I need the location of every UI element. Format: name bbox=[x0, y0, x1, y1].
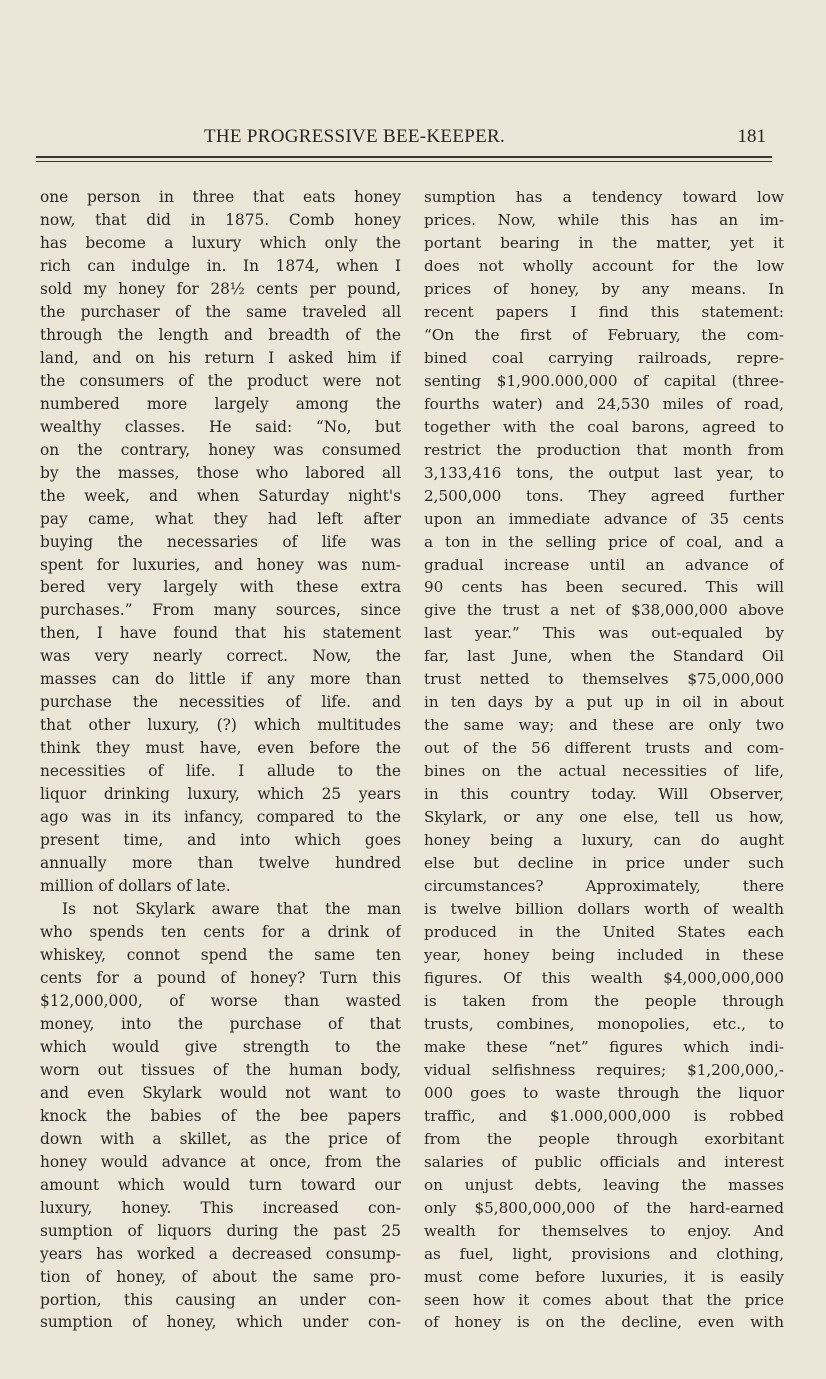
text-line: ago was in its infancy, compared to the bbox=[40, 808, 401, 827]
text-line: far, last June, when the Standard Oil bbox=[424, 647, 784, 666]
text-line: numbered more largely among the bbox=[40, 394, 401, 413]
text-line: amount which would turn toward our bbox=[40, 1175, 401, 1194]
text-line: the week, and when Saturday night's bbox=[40, 486, 401, 505]
text-line: gradual increase until an advance of bbox=[424, 555, 784, 574]
text-line: recent papers I find this statement: bbox=[424, 302, 784, 321]
text-line: the purchaser of the same traveled all bbox=[40, 302, 401, 321]
text-line: fourths water) and 24,530 miles of road, bbox=[424, 394, 784, 413]
text-line: in this country today. Will Observer, bbox=[424, 785, 784, 804]
text-line: buying the necessaries of life was bbox=[40, 532, 401, 551]
text-line: the consumers of the product were not bbox=[40, 371, 401, 390]
text-line: honey would advance at once, from the bbox=[40, 1152, 401, 1171]
text-line: was very nearly correct. Now, the bbox=[40, 647, 401, 666]
text-line: trust netted to themselves $75,000,000 bbox=[424, 670, 784, 689]
text-line: does not wholly account for the low bbox=[424, 256, 784, 275]
text-line: years has worked a decreased consump- bbox=[40, 1244, 401, 1263]
text-line: restrict the production that month from bbox=[424, 440, 784, 459]
left-column bbox=[40, 186, 401, 1334]
text-line: 3,133,416 tons, the output last year, to bbox=[424, 463, 784, 482]
header-rule-thick bbox=[36, 156, 772, 158]
text-line: circumstances? Approximately, there bbox=[424, 877, 784, 896]
text-line: money, into the purchase of that bbox=[40, 1014, 401, 1033]
text-line: has become a luxury which only the bbox=[40, 233, 401, 252]
text-line: on unjust debts, leaving the masses bbox=[424, 1175, 784, 1194]
text-line: out of the 56 different trusts and com- bbox=[424, 739, 784, 758]
text-line: else but decline in price under such bbox=[424, 854, 784, 873]
text-line: which would give strength to the bbox=[40, 1037, 401, 1056]
text-line: honey being a luxury, can do aught bbox=[424, 831, 784, 850]
text-line: from the people through exorbitant bbox=[424, 1129, 784, 1148]
text-line: the same way; and these are only two bbox=[424, 716, 784, 735]
text-line: spent for luxuries, and honey was num- bbox=[40, 555, 401, 574]
text-line: land, and on his return I asked him if bbox=[40, 348, 401, 367]
text-line: give the trust a net of $38,000,000 above bbox=[424, 601, 784, 620]
text-line: year, honey being included in these bbox=[424, 945, 784, 964]
text-line: now, that did in 1875. Comb honey bbox=[40, 210, 401, 229]
text-line: tion of honey, of about the same pro- bbox=[40, 1267, 401, 1286]
text-line: last year.” This was out-equaled by bbox=[424, 624, 784, 643]
text-line: seen how it comes about that the price bbox=[424, 1290, 784, 1309]
text-line: Skylark, or any one else, tell us how, bbox=[424, 808, 784, 827]
text-line: necessities of life. I allude to the bbox=[40, 762, 401, 781]
text-line: “On the first of February, the com- bbox=[424, 325, 784, 344]
text-line: then, I have found that his statement bbox=[40, 624, 401, 643]
text-line: a ton in the selling price of coal, and a bbox=[424, 532, 784, 551]
text-line: traffic, and $1.000,000,000 is robbed bbox=[424, 1106, 784, 1125]
text-line: liquor drinking luxury, which 25 years bbox=[40, 785, 401, 804]
page-number: 181 bbox=[737, 126, 766, 147]
running-title: THE PROGRESSIVE BEE-KEEPER. bbox=[204, 126, 506, 147]
text-line: is taken from the people through bbox=[424, 991, 784, 1010]
text-line: who spends ten cents for a drink of bbox=[40, 923, 401, 941]
text-line: must come before luxuries, it is easily bbox=[424, 1267, 784, 1286]
text-line: annually more than twelve hundred bbox=[40, 854, 401, 873]
page-header bbox=[36, 126, 772, 150]
text-line: bines on the actual necessities of life, bbox=[424, 762, 784, 781]
text-line: 000 goes to waste through the liquor bbox=[424, 1083, 784, 1102]
text-line: Is not Skylark aware that the man bbox=[62, 900, 401, 919]
text-line: make these “net” figures which indi- bbox=[424, 1037, 784, 1056]
text-line: knock the babies of the bee papers bbox=[40, 1106, 401, 1125]
text-line: think they must have, even before the bbox=[40, 739, 401, 758]
text-line: on the contrary, honey was consumed bbox=[40, 440, 401, 459]
text-line: purchase the necessities of life. and bbox=[40, 693, 401, 712]
text-line: is twelve billion dollars worth of wealth bbox=[424, 900, 784, 919]
text-line: figures. Of this wealth $4,000,000,000 bbox=[424, 968, 784, 987]
text-line: senting $1,900.000,000 of capital (three- bbox=[424, 371, 784, 390]
text-line: sumption of honey, which under con- bbox=[40, 1313, 401, 1332]
text-line: $12,000,000, of worse than wasted bbox=[40, 991, 401, 1010]
text-line: bined coal carrying railroads, repre- bbox=[424, 348, 784, 367]
text-line: present time, and into which goes bbox=[40, 831, 401, 850]
text-line: sold my honey for 28½ cents per pound, bbox=[40, 279, 401, 298]
text-line: portion, this causing an under con- bbox=[40, 1290, 401, 1309]
text-line: worn out tissues of the human body, bbox=[40, 1060, 401, 1079]
text-line: whiskey, connot spend the same ten bbox=[40, 945, 401, 964]
text-line: through the length and breadth of the bbox=[40, 325, 401, 344]
text-line: together with the coal barons, agreed to bbox=[424, 417, 784, 436]
text-line: 2,500,000 tons. They agreed further bbox=[424, 486, 784, 505]
text-line: in ten days by a put up in oil in about bbox=[424, 693, 784, 712]
text-line: salaries of public officials and interest bbox=[424, 1152, 784, 1171]
text-line: sumption has a tendency toward low bbox=[424, 188, 784, 206]
text-line: that other luxury, (?) which multitudes bbox=[40, 716, 401, 735]
text-line: only $5,800,000,000 of the hard-earned bbox=[424, 1198, 784, 1217]
text-line: upon an immediate advance of 35 cents bbox=[424, 509, 784, 528]
text-line: prices of honey, by any means. In bbox=[424, 279, 784, 298]
text-line: 90 cents has been secured. This will bbox=[424, 578, 784, 597]
text-line: and even Skylark would not want to bbox=[40, 1083, 401, 1102]
text-line: pay came, what they had left after bbox=[40, 509, 401, 528]
text-line: portant bearing in the matter, yet it bbox=[424, 233, 784, 252]
text-line: vidual selfishness requires; $1,200,000,- bbox=[424, 1060, 784, 1079]
text-line: million of dollars of late. bbox=[40, 877, 231, 896]
text-line: prices. Now, while this has an im- bbox=[424, 210, 784, 229]
text-line: rich can indulge in. In 1874, when I bbox=[40, 256, 401, 275]
text-line: luxury, honey. This increased con- bbox=[40, 1198, 401, 1217]
text-line: down with a skillet, as the price of bbox=[40, 1129, 401, 1148]
text-line: by the masses, those who labored all bbox=[40, 463, 401, 482]
text-line: trusts, combines, monopolies, etc., to bbox=[424, 1014, 784, 1033]
text-line: masses can do little if any more than bbox=[40, 670, 401, 689]
text-line: cents for a pound of honey? Turn this bbox=[40, 968, 401, 987]
text-line: one person in three that eats honey bbox=[40, 188, 401, 206]
text-line: produced in the United States each bbox=[424, 923, 784, 941]
text-line: bered very largely with these extra bbox=[40, 578, 401, 597]
text-line: wealth for themselves to enjoy. And bbox=[424, 1221, 784, 1240]
text-line: wealthy classes. He said: “No, but bbox=[40, 417, 401, 436]
right-column bbox=[424, 186, 784, 1334]
text-line: sumption of liquors during the past 25 bbox=[40, 1221, 401, 1240]
text-line: purchases.” From many sources, since bbox=[40, 601, 401, 620]
text-line: of honey is on the decline, even with bbox=[424, 1313, 784, 1332]
header-rule-thin bbox=[36, 161, 772, 162]
text-line: as fuel, light, provisions and clothing, bbox=[424, 1244, 784, 1263]
